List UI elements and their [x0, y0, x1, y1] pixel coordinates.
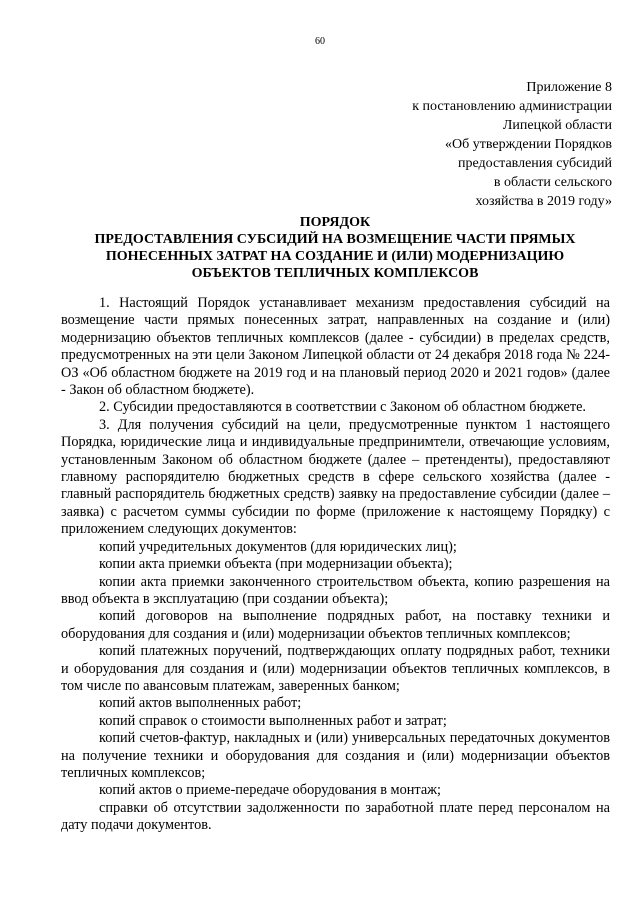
list-item: копий платежных поручений, подтверждающих оплату подрядных работ, техники и оборудования для создания и (или) модернизации объектов тепличных комплексов, в том числе по авансовым платежам, заверенных банком; [61, 643, 610, 694]
list-item: копий счетов-фактур, накладных и (или) универсальных передаточных документов на получение техники и оборудования для создания и (или) модернизации объектов тепличных комплексов; [61, 730, 610, 781]
page-number: 60 [315, 36, 325, 47]
paragraph-2: 2. Субсидии предоставляются в соответствии с Законом об областном бюджете. [99, 399, 587, 416]
document-title [60, 214, 610, 282]
title-line: ПРЕДОСТАВЛЕНИЯ СУБСИДИЙ НА ВОЗМЕЩЕНИЕ ЧАСТИ ПРЯМЫХ [94, 232, 576, 247]
list-item: копий актов выполненных работ; [99, 695, 302, 712]
appendix-line: Приложение 8 [526, 80, 612, 95]
list-item: справки об отсутствии задолженности по заработной плате перед персоналом на дату подачи документов. [61, 799, 610, 834]
appendix-line: в области сельского [493, 175, 612, 190]
appendix-header [312, 78, 612, 211]
title-line: ПОНЕСЕННЫХ ЗАТРАТ НА СОЗДАНИЕ И (ИЛИ) МОДЕРНИЗАЦИЮ [105, 249, 565, 264]
title-line: ОБЪЕКТОВ ТЕПЛИЧНЫХ КОМПЛЕКСОВ [191, 266, 479, 281]
paragraph-3: 3. Для получения субсидий на цели, предусмотренные пунктом 1 настоящего Порядка, юридические лица и индивидуальные предпринимтели, отвечающие условиям, установленным Законом об областном бюджете (далее – претенденты), предоставляют главному распорядителю бюджетных средств в сфере сельского хозяйства (далее - главный распорядитель бюджетных средств) заявку на предоставление субсидии (далее – заявка) с расчетом суммы субсидии по форме (приложение к настоящему Порядку) с приложением следующих документов: [61, 416, 610, 538]
list-item: копий договоров на выполнение подрядных работ, на поставку техники и оборудования для создания и (или) модернизации объектов тепличных комплексов; [61, 608, 610, 642]
appendix-line: «Об утверждении Порядков [445, 137, 612, 152]
paragraph-1: 1. Настоящий Порядок устанавливает механизм предоставления субсидий на возмещение части прямых понесенных затрат, направленных на создание и (или) модернизацию объектов тепличных комплексов (далее - субсидии) в пределах средств, предусмотренных на эти цели Законом Липецкой области от 24 декабря 2018 года № 224-ОЗ «Об областном бюджете на 2019 год и на плановый период 2020 и 2021 годов» (далее - Закон об областном бюджете). [61, 295, 610, 399]
appendix-line: предоставления субсидий [457, 156, 612, 171]
appendix-line: Липецкой области [502, 118, 612, 133]
title-line: ПОРЯДОК [299, 215, 371, 230]
appendix-line: хозяйства в 2019 году» [475, 194, 612, 209]
list-item: копий актов о приеме-передаче оборудования в монтаж; [99, 782, 442, 799]
list-item: копий учредительных документов (для юридических лиц); [99, 538, 457, 555]
list-item: копий справок о стоимости выполненных работ и затрат; [99, 712, 447, 729]
appendix-line: к постановлению администрации [412, 99, 612, 114]
list-item: копии акта приемки объекта (при модернизации объекта); [99, 556, 453, 573]
document-body [61, 295, 610, 835]
list-item: копии акта приемки законченного строительством объекта, копию разрешения на ввод объекта в эксплуатацию (при создании объекта); [61, 573, 610, 607]
